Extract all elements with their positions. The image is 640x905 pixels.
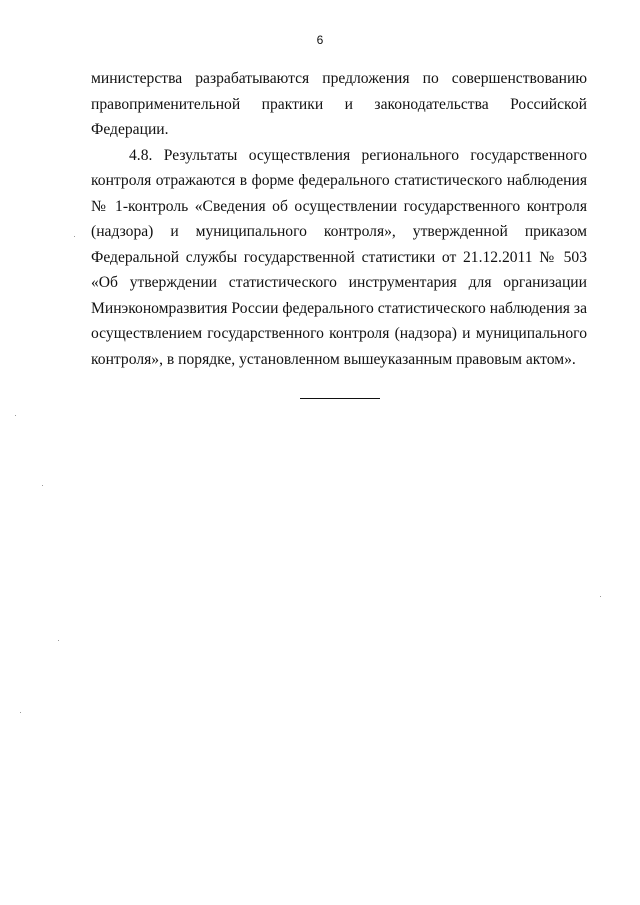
scan-speck bbox=[42, 485, 43, 486]
scan-speck bbox=[15, 415, 16, 416]
document-body bbox=[91, 66, 587, 372]
scan-speck bbox=[20, 712, 21, 713]
scan-speck bbox=[58, 640, 59, 641]
scan-speck bbox=[74, 236, 75, 237]
scan-speck bbox=[600, 596, 601, 597]
paragraph-4-8: 4.8. Результаты осуществления регионального государственного контроля отражаются в форме федерального статистического наблюдения № 1-контроль «Сведения об осуществлении государственного контроля (надзора) и муниципального контроля», утвержденной приказом Федеральной службы государственной статистики от 21.12.2011 № 503 «Об утверждении статистического инструментария для организации Минэкономразвития России федерального статистического наблюдения за осуществлением государственного контроля (надзора) и муниципального контроля», в порядке, установленном вышеуказанным правовым актом». bbox=[91, 146, 587, 368]
page-number: 6 bbox=[316, 33, 324, 47]
paragraph-continuation: министерства разрабатываются предложения по совершенствованию правоприменительной практики и законодательства Российской Федерации. bbox=[91, 70, 587, 138]
end-divider-line bbox=[300, 398, 380, 399]
